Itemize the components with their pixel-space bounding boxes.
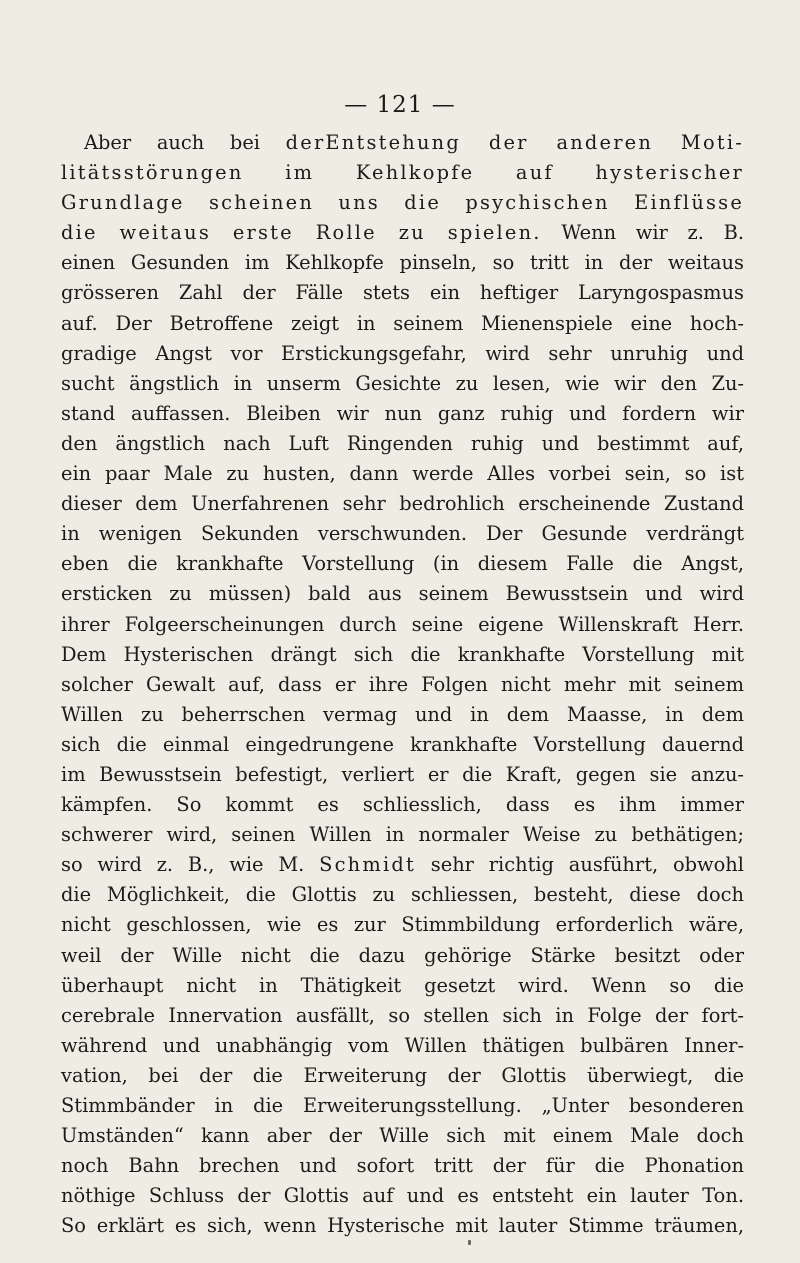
text-line: nicht geschlossen, wie es zur Stimmbildung erforderlich wäre, bbox=[61, 913, 744, 937]
text-line: während und unabhängig vom Willen thätigen bulbären Inner- bbox=[61, 1033, 744, 1057]
text-line bbox=[61, 850, 744, 880]
page-number: — 121 — bbox=[344, 92, 456, 118]
text-line: im Bewusstsein befestigt, verliert er die Kraft, gegen sie anzu- bbox=[61, 762, 744, 786]
line-text: so wird z. B., wie M. bbox=[61, 853, 320, 877]
text-line: sucht ängstlich in unserm Gesichte zu lesen, wie wir den Zu- bbox=[61, 371, 744, 395]
text-line: überhaupt nicht in Thätigkeit gesetzt wird. Wenn so die bbox=[61, 973, 744, 997]
line-text: Aber auch bei bbox=[84, 131, 286, 154]
text-line: noch Bahn brechen und sofort tritt der für die Phonation bbox=[61, 1154, 744, 1178]
text-line: nöthige Schluss der Glottis auf und es entsteht ein lauter Ton. bbox=[61, 1184, 744, 1208]
text-line: Dem Hysterischen drängt sich die krankhafte Vorstellung mit bbox=[61, 642, 744, 666]
text-line: in wenigen Sekunden verschwunden. Der Gesunde verdrängt bbox=[61, 522, 744, 546]
text-line bbox=[61, 158, 744, 188]
line-text: sehr richtig ausführt, obwohl bbox=[415, 853, 744, 877]
text-line: schwerer wird, seinen Willen in normaler Weise zu bethätigen; bbox=[61, 823, 744, 847]
text-line: ersticken zu müssen) bald aus seinem Bewusstsein und wird bbox=[61, 582, 744, 606]
text-line bbox=[61, 188, 744, 218]
text-line: kämpfen. So kommt es schliesslich, dass es ihm immer bbox=[61, 793, 744, 817]
body-paragraph bbox=[61, 128, 744, 1241]
text-line bbox=[61, 218, 744, 248]
text-line: Stimmbänder in die Erweiterungsstellung. „Unter besonderen bbox=[61, 1094, 744, 1117]
text-line: ihrer Folgeerscheinungen durch seine eigene Willenskraft Herr. bbox=[61, 612, 744, 636]
text-line: stand auffassen. Bleiben wir nun ganz ruhig und fordern wir bbox=[61, 401, 744, 425]
emphasized-text: Grundlage scheinen uns die psychischen Einflüsse bbox=[61, 191, 744, 215]
paper-speck bbox=[468, 1240, 471, 1245]
text-line: den ängstlich nach Luft Ringenden ruhig und bestimmt auf, bbox=[61, 431, 744, 455]
text-line: cerebrale Innervation ausfällt, so stellen sich in Folge der fort- bbox=[61, 1003, 744, 1027]
text-line: auf. Der Betroffene zeigt in seinem Mienenspiele eine hoch- bbox=[61, 311, 744, 335]
line-text: Wenn wir z. B. bbox=[541, 221, 744, 245]
text-line: Umständen“ kann aber der Wille sich mit einem Male doch bbox=[61, 1124, 744, 1148]
text-line: grösseren Zahl der Fälle stets ein heftiger Laryngospasmus bbox=[61, 281, 744, 305]
text-line: eben die krankhafte Vorstellung (in diesem Falle die Angst, bbox=[61, 552, 744, 576]
author-name: Schmidt bbox=[319, 853, 416, 877]
text-line: einen Gesunden im Kehlkopfe pinseln, so tritt in der weitaus bbox=[61, 251, 744, 275]
text-line: vation, bei der die Erweiterung der Glottis überwiegt, die bbox=[61, 1063, 744, 1087]
text-line: sich die einmal eingedrungene krankhafte Vorstellung dauernd bbox=[61, 732, 744, 756]
text-line: die Möglichkeit, die Glottis zu schliessen, besteht, diese doch bbox=[61, 883, 744, 907]
emphasized-text: litätsstörungen im Kehlkopfe auf hysterischer bbox=[61, 161, 744, 185]
text-line: gradige Angst vor Erstickungsgefahr, wird sehr unruhig und bbox=[61, 341, 744, 365]
text-line: weil der Wille nicht die dazu gehörige Stärke besitzt oder bbox=[61, 943, 744, 967]
text-line: So erklärt es sich, wenn Hysterische mit lauter Stimme träumen, bbox=[61, 1214, 744, 1238]
emphasized-text: derEntstehung der anderen Moti- bbox=[285, 131, 744, 154]
text-line: solcher Gewalt auf, dass er ihre Folgen nicht mehr mit seinem bbox=[61, 672, 744, 696]
text-line: dieser dem Unerfahrenen sehr bedrohlich erscheinende Zustand bbox=[61, 492, 744, 516]
text-line bbox=[61, 128, 744, 158]
text-line: ein paar Male zu husten, dann werde Alles vorbei sein, so ist bbox=[61, 462, 744, 486]
emphasized-text: die weitaus erste Rolle zu spielen. bbox=[61, 221, 542, 245]
text-line: Willen zu beherrschen vermag und in dem Maasse, in dem bbox=[61, 702, 744, 726]
